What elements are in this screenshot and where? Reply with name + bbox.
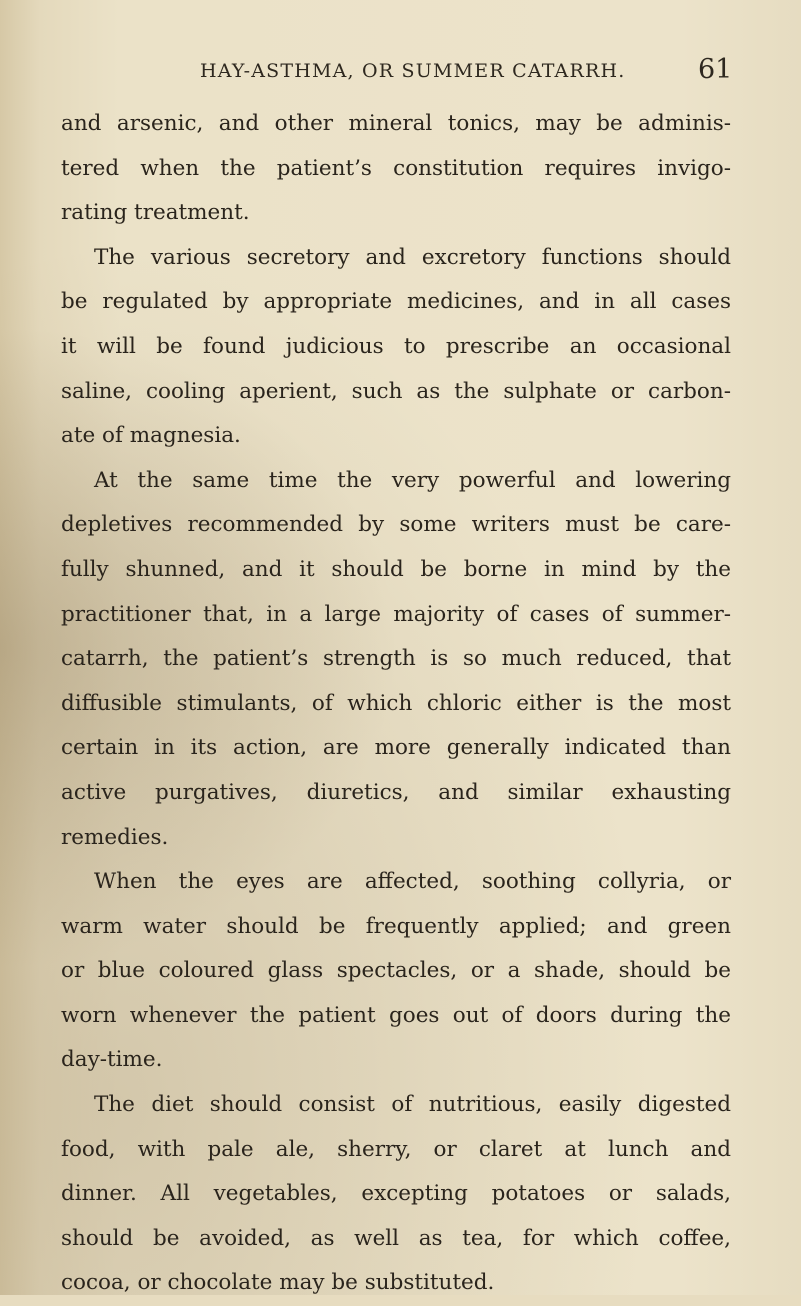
text-line: it will be found judicious to prescribe an occasional: [61, 333, 731, 359]
paragraph-1: [61, 102, 731, 236]
text-line: tered when the patient’s constitution requires invigo-: [61, 155, 731, 181]
text-line: fully shunned, and it should be borne in mind by the: [61, 556, 731, 582]
page-number: 61: [698, 54, 733, 85]
text-line: food, with pale ale, sherry, or claret at lunch and: [61, 1136, 731, 1162]
paragraph-2: [61, 236, 731, 459]
text-line: practitioner that, in a large majority of cases of summer-: [61, 601, 731, 627]
text-line: active purgatives, diuretics, and similar exhausting: [61, 779, 731, 805]
text-line: The diet should consist of nutritious, easily digested: [94, 1092, 731, 1118]
text-line: catarrh, the patient’s strength is so much reduced, that: [61, 646, 731, 672]
paragraph-4: [61, 860, 731, 1083]
text-line: The various secretory and excretory functions should: [94, 244, 731, 270]
text-line: depletives recommended by some writers must be care-: [61, 512, 731, 538]
text-line: day-time.: [61, 1047, 163, 1073]
text-line: certain in its action, are more generally indicated than: [61, 735, 731, 761]
text-line: ate of magnesia.: [61, 423, 241, 449]
text-line: warm water should be frequently applied; and green: [61, 913, 731, 939]
page-header: [0, 56, 801, 92]
text-line: At the same time the very powerful and lowering: [94, 467, 731, 493]
text-line: dinner. All vegetables, excepting potatoes or salads,: [61, 1181, 731, 1207]
paragraph-5: [61, 1083, 731, 1306]
text-line: worn whenever the patient goes out of doors during the: [61, 1002, 731, 1028]
paragraph-3: [61, 459, 731, 860]
text-line: and arsenic, and other mineral tonics, may be adminis-: [61, 111, 731, 136]
text-line: cocoa, or chocolate may be substituted.: [61, 1270, 495, 1296]
text-line: When the eyes are affected, soothing collyria, or: [94, 869, 731, 895]
text-line: saline, cooling aperient, such as the sulphate or carbon-: [61, 378, 731, 404]
body-text: [61, 102, 731, 1306]
text-line: should be avoided, as well as tea, for which coffee,: [61, 1225, 731, 1251]
text-line: be regulated by appropriate medicines, and in all cases: [61, 289, 731, 315]
running-head: HAY-ASTHMA, OR SUMMER CATARRH.: [200, 60, 626, 82]
text-line: remedies.: [61, 824, 169, 850]
text-line: or blue coloured glass spectacles, or a shade, should be: [61, 958, 731, 984]
text-line: diffusible stimulants, of which chloric either is the most: [61, 690, 731, 716]
text-line: rating treatment.: [61, 200, 250, 226]
